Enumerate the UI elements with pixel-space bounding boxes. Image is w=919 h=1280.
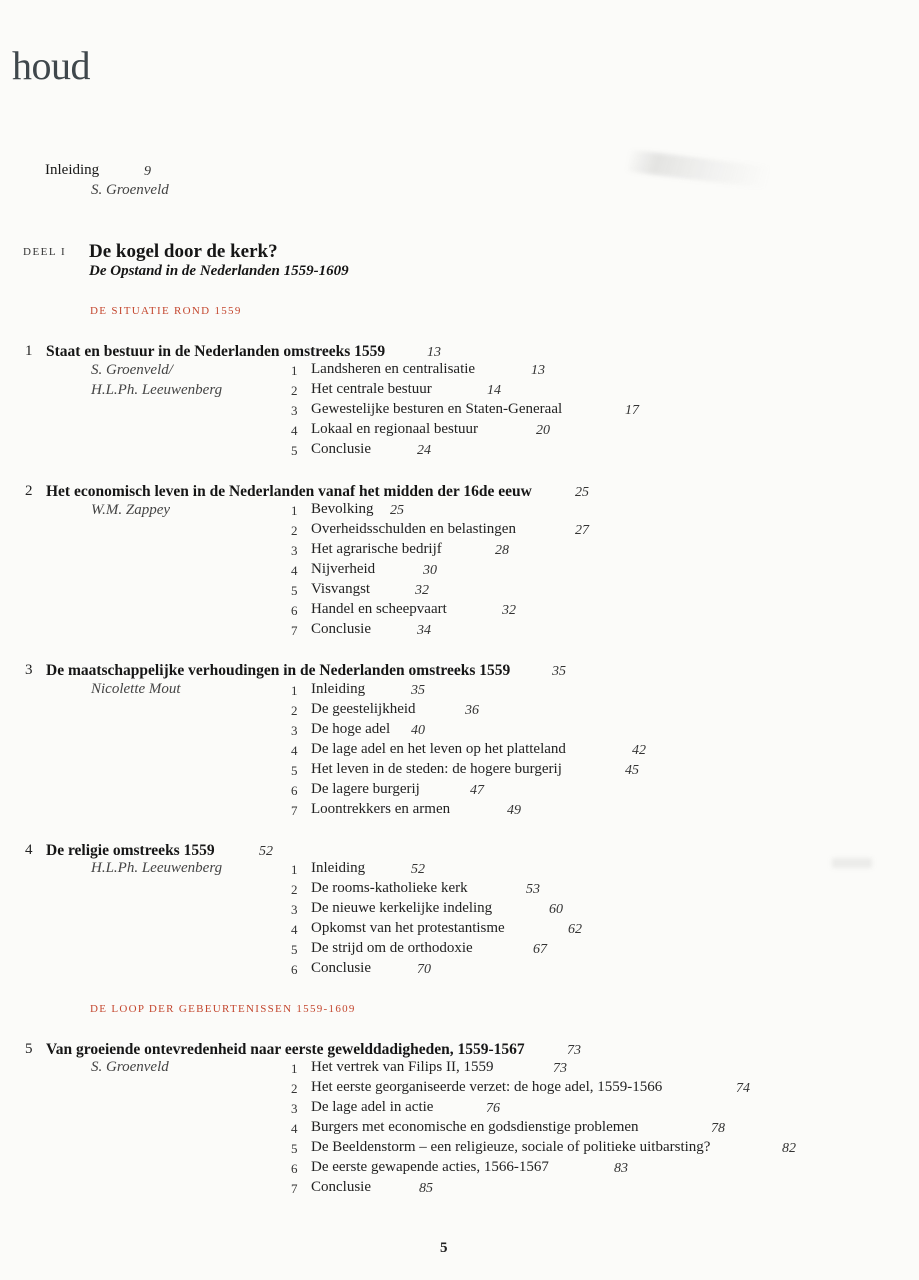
section-page: 35: [411, 683, 425, 698]
section-title: De geestelijkheid: [311, 701, 416, 717]
section-number: 4: [291, 423, 298, 438]
section-page: 52: [411, 862, 425, 877]
section-title: Burgers met economische en godsdienstige problemen: [311, 1119, 639, 1135]
section-page: 76: [486, 1101, 500, 1116]
section-title: Bevolking: [311, 501, 374, 517]
section-title: Het agrarische bedrijf: [311, 541, 442, 557]
section-number: 1: [291, 363, 298, 378]
section-page: 74: [736, 1081, 750, 1096]
section-number: 5: [291, 443, 298, 458]
section-title: Inleiding: [311, 681, 366, 697]
chapter-number: 1: [25, 343, 33, 359]
section-title: Conclusie: [311, 1179, 371, 1195]
section-page: 85: [419, 1181, 433, 1196]
chapter-page: 13: [427, 345, 441, 360]
section-page: 30: [423, 563, 437, 578]
section-number: 4: [291, 922, 298, 937]
chapter-title: De maatschappelijke verhoudingen in de Nederlanden omstreeks 1559: [46, 662, 511, 679]
section-title: De lage adel in actie: [311, 1099, 434, 1115]
chapter-author: W.M. Zappey: [91, 502, 171, 518]
section-number: 6: [291, 1161, 298, 1176]
section-number: 7: [291, 1181, 298, 1196]
chapter-author: S. Groenveld: [91, 1059, 169, 1075]
section-title: Conclusie: [311, 621, 371, 637]
intro-page: 9: [144, 164, 151, 179]
section-number: 5: [291, 583, 298, 598]
section-number: 1: [291, 503, 298, 518]
section-number: 5: [291, 1141, 298, 1156]
section-title: De rooms-katholieke kerk: [311, 880, 468, 896]
chapter-title: De religie omstreeks 1559: [46, 842, 215, 859]
section-page: 49: [507, 803, 521, 818]
section-number: 6: [291, 603, 298, 618]
section-page: 28: [495, 543, 509, 558]
part-title: De kogel door de kerk?: [89, 241, 278, 262]
section-number: 2: [291, 703, 298, 718]
section-page: 17: [625, 403, 639, 418]
section-page: 25: [390, 503, 404, 518]
section-title: De hoge adel: [311, 721, 391, 737]
section-title: Loontrekkers en armen: [311, 801, 451, 817]
section-number: 7: [291, 623, 298, 638]
chapter-author: H.L.Ph. Leeuwenberg: [91, 382, 223, 398]
section-title: De strijd om de orthodoxie: [311, 940, 473, 956]
section-number: 2: [291, 383, 298, 398]
section-page: 62: [568, 922, 582, 937]
page-title: houd: [12, 43, 90, 88]
section-number: 2: [291, 523, 298, 538]
section-title: Lokaal en regionaal bestuur: [311, 421, 479, 437]
section-number: 1: [291, 683, 298, 698]
scan-smudge: [627, 150, 769, 189]
chapter-author: Nicolette Mout: [91, 681, 181, 697]
section-page: 67: [533, 942, 547, 957]
section-number: 3: [291, 723, 298, 738]
intro-author: S. Groenveld: [91, 182, 169, 198]
section-number: 7: [291, 803, 298, 818]
part-label: DEEL I: [23, 246, 67, 258]
section-page: 53: [526, 882, 540, 897]
section-number: 3: [291, 1101, 298, 1116]
page-number: 5: [440, 1240, 448, 1256]
section-page: 24: [417, 443, 431, 458]
section-title: Visvangst: [311, 581, 371, 597]
chapter-title: Het economisch leven in de Nederlanden vanaf het midden der 16de eeuw: [46, 483, 532, 500]
intro-label: Inleiding: [45, 162, 100, 178]
chapter-number: 4: [25, 842, 33, 858]
section-page: 47: [470, 783, 484, 798]
section-page: 83: [614, 1161, 628, 1176]
scan-smudge: [832, 858, 872, 868]
section-heading: DE SITUATIE ROND 1559: [90, 305, 242, 317]
section-number: 5: [291, 942, 298, 957]
section-title: De lagere burgerij: [311, 781, 420, 797]
section-title: Inleiding: [311, 860, 366, 876]
chapter-page: 52: [259, 844, 273, 859]
section-title: Landsheren en centralisatie: [311, 361, 476, 377]
section-number: 4: [291, 743, 298, 758]
section-title: Het centrale bestuur: [311, 381, 432, 397]
section-number: 6: [291, 962, 298, 977]
section-page: 20: [536, 423, 550, 438]
section-title: Nijverheid: [311, 561, 376, 577]
section-heading: DE LOOP DER GEBEURTENISSEN 1559-1609: [90, 1003, 356, 1015]
section-title: De nieuwe kerkelijke indeling: [311, 900, 493, 916]
section-page: 34: [417, 623, 431, 638]
section-page: 70: [417, 962, 431, 977]
section-title: Opkomst van het protestantisme: [311, 920, 505, 936]
section-number: 4: [291, 1121, 298, 1136]
section-title: Conclusie: [311, 441, 371, 457]
section-number: 1: [291, 1061, 298, 1076]
section-page: 40: [411, 723, 425, 738]
section-number: 4: [291, 563, 298, 578]
section-number: 3: [291, 902, 298, 917]
chapter-author: S. Groenveld/: [91, 362, 173, 378]
section-page: 32: [415, 583, 429, 598]
chapter-author: H.L.Ph. Leeuwenberg: [91, 860, 223, 876]
section-page: 73: [553, 1061, 567, 1076]
section-page: 78: [711, 1121, 725, 1136]
section-page: 36: [465, 703, 479, 718]
section-number: 5: [291, 763, 298, 778]
section-number: 3: [291, 543, 298, 558]
chapter-page: 35: [552, 664, 566, 679]
section-title: Overheidsschulden en belastingen: [311, 521, 516, 537]
section-page: 13: [531, 363, 545, 378]
section-title: Het eerste georganiseerde verzet: de hoge adel, 1559-1566: [311, 1079, 663, 1095]
chapter-page: 73: [567, 1043, 581, 1058]
section-page: 45: [625, 763, 639, 778]
section-page: 42: [632, 743, 646, 758]
section-page: 32: [502, 603, 516, 618]
chapter-number: 5: [25, 1041, 33, 1057]
section-number: 2: [291, 882, 298, 897]
chapter-number: 3: [25, 662, 33, 678]
section-title: De eerste gewapende acties, 1566-1567: [311, 1159, 549, 1175]
section-title: De Beeldenstorm – een religieuze, sociale of politieke uitbarsting?: [311, 1139, 711, 1155]
section-page: 27: [575, 523, 589, 538]
section-number: 2: [291, 1081, 298, 1096]
section-title: Conclusie: [311, 960, 371, 976]
section-page: 14: [487, 383, 501, 398]
section-number: 1: [291, 862, 298, 877]
section-title: Het leven in de steden: de hogere burgerij: [311, 761, 562, 777]
chapter-page: 25: [575, 485, 589, 500]
section-page: 82: [782, 1141, 796, 1156]
chapter-title: Van groeiende ontevredenheid naar eerste gewelddadigheden, 1559-1567: [46, 1041, 525, 1058]
chapter-number: 2: [25, 483, 33, 499]
section-number: 6: [291, 783, 298, 798]
section-title: De lage adel en het leven op het platteland: [311, 741, 566, 757]
section-page: 60: [549, 902, 563, 917]
section-title: Het vertrek van Filips II, 1559: [311, 1059, 494, 1075]
part-subtitle: De Opstand in de Nederlanden 1559-1609: [89, 263, 349, 279]
section-number: 3: [291, 403, 298, 418]
section-title: Handel en scheepvaart: [311, 601, 447, 617]
section-title: Gewestelijke besturen en Staten-Generaal: [311, 401, 563, 417]
chapter-title: Staat en bestuur in de Nederlanden omstreeks 1559: [46, 343, 386, 360]
